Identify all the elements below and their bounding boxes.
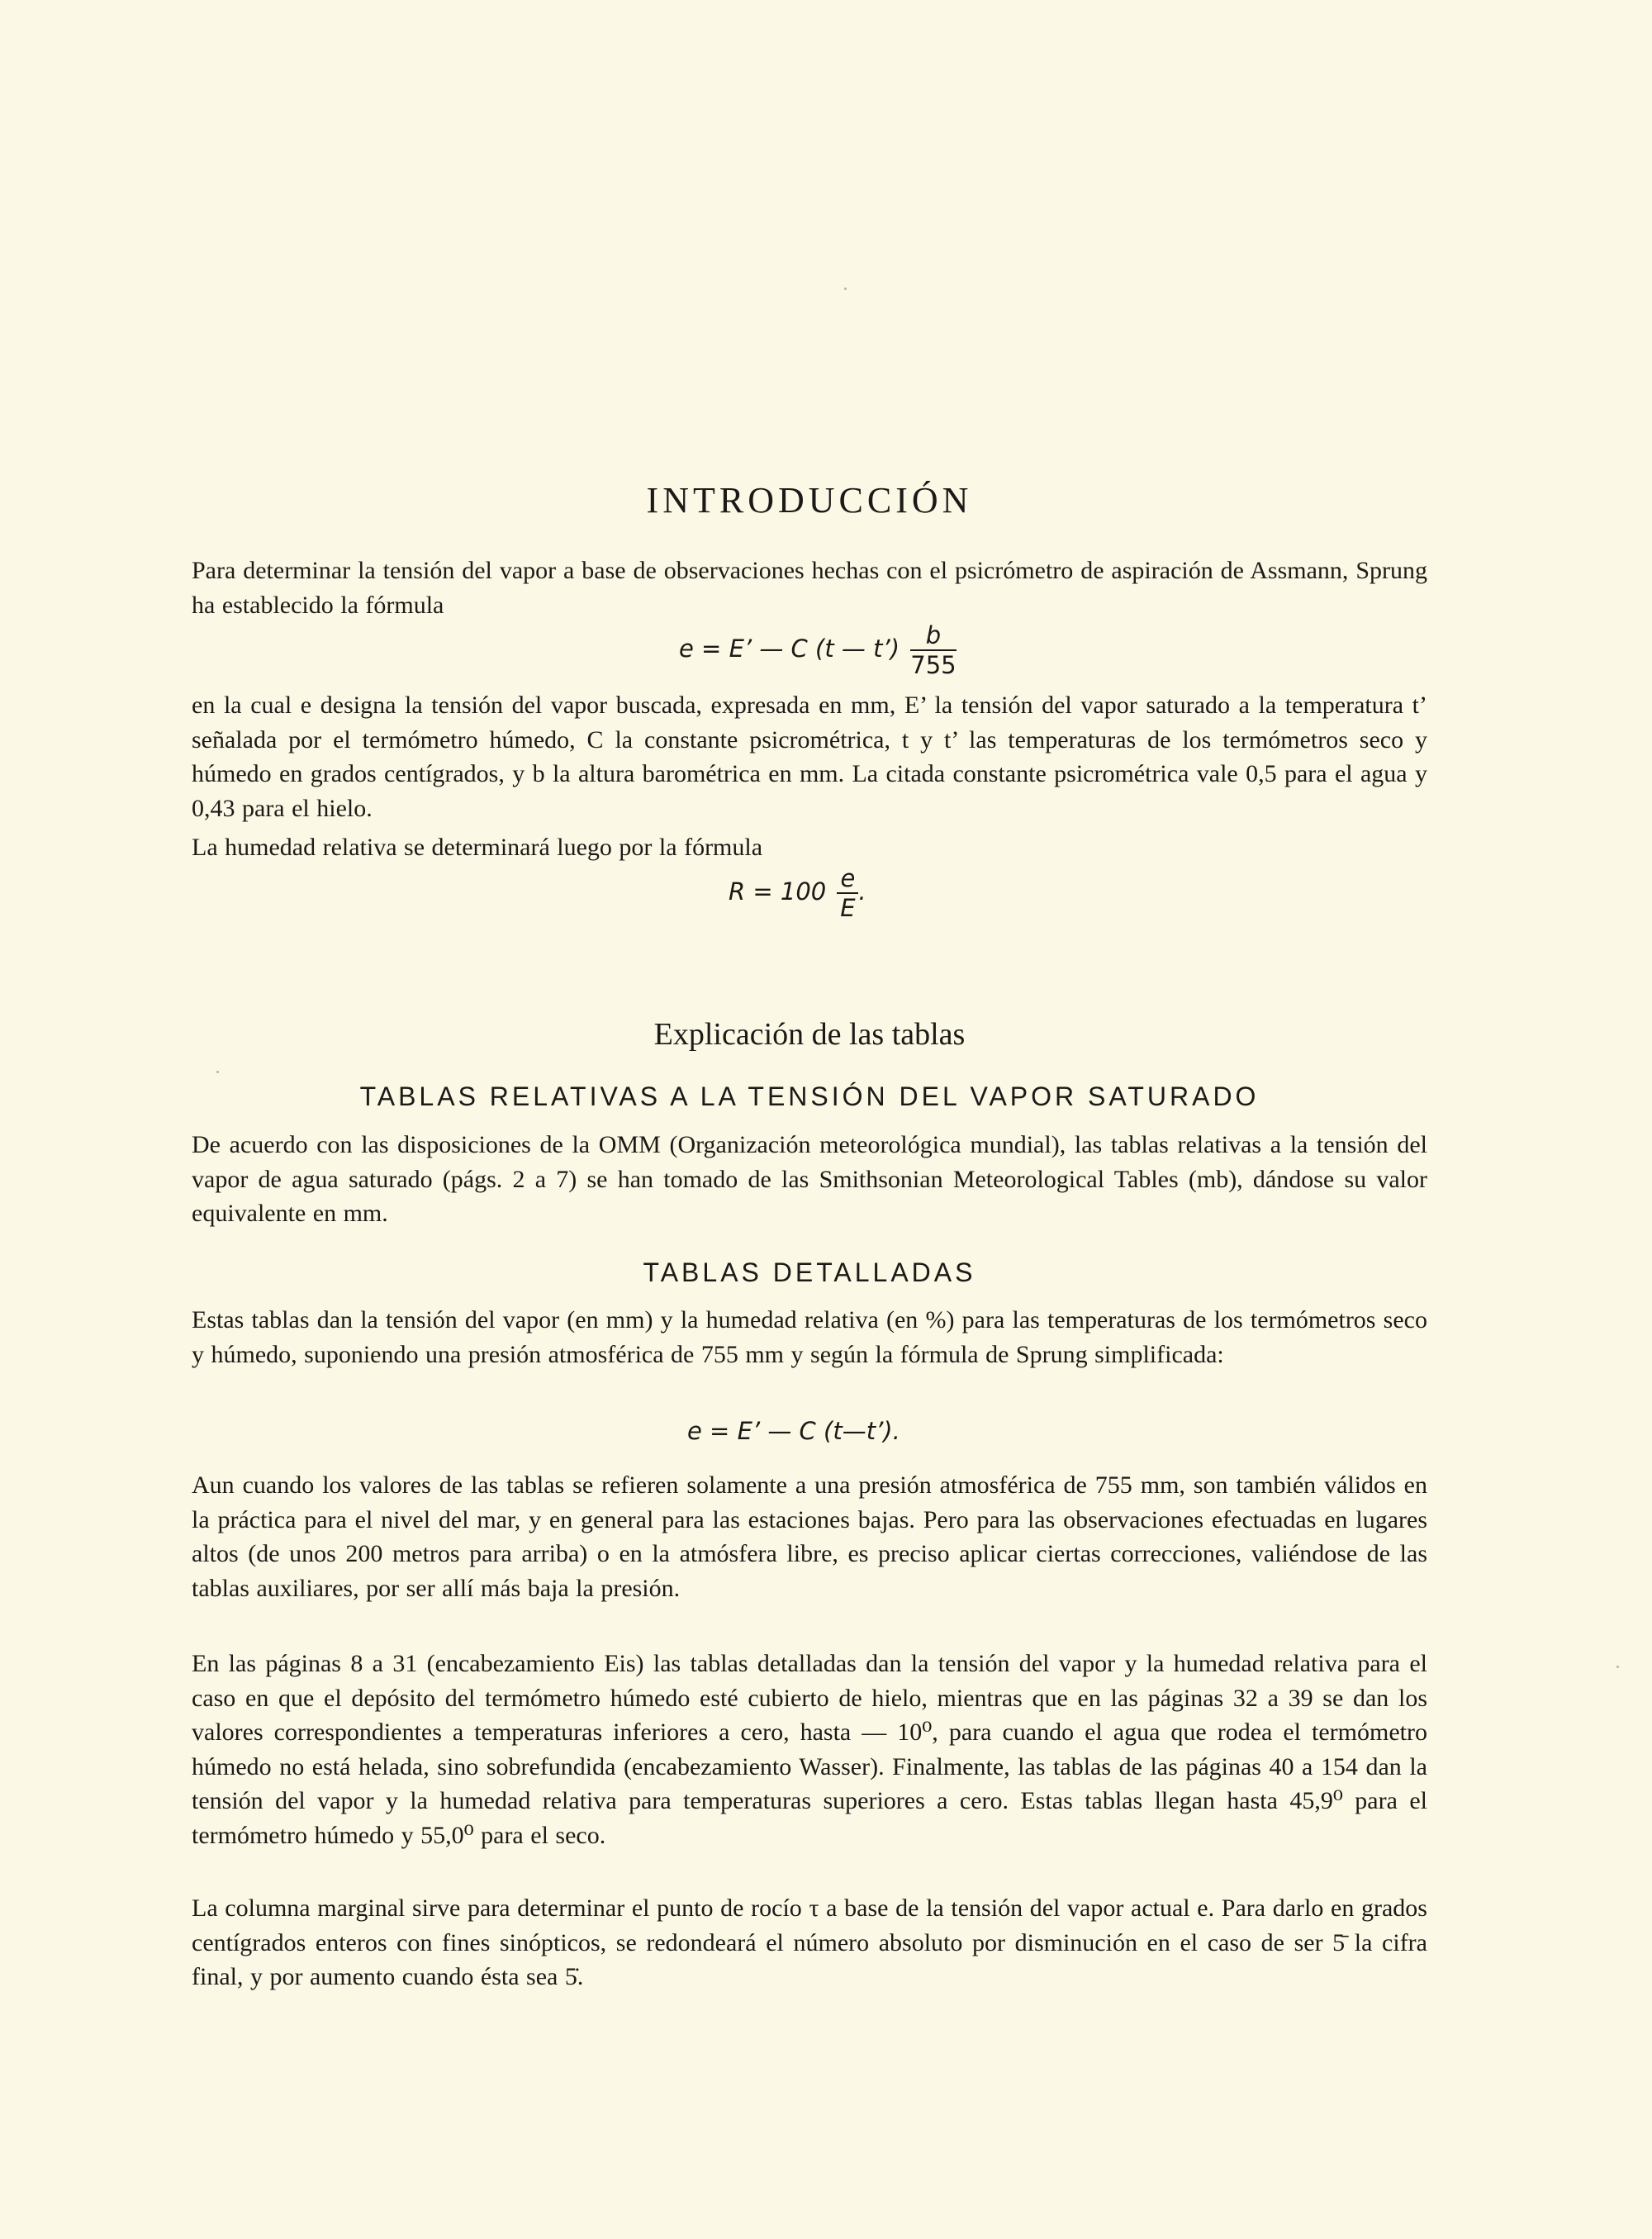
saturated-paragraph: De acuerdo con las disposiciones de la OMM (Organización meteorológica mundial), las tablas relativas a la tensión del vapor de agua saturado (págs. 2 a 7) se han tomado de las Smithsonian Meteorological Tables (mb), dándose su valor equivalente en mm. — [192, 1131, 1427, 1227]
detailed-paragraph-2: Aun cuando los valores de las tablas se refieren solamente a una presión atmosférica de 755 mm, son también válidos en la práctica para el nivel del mar, y en general para las estaciones bajas. Pero para las observaciones efectuadas en lugares altos (de unos 200 metros para arriba) o en la atmósfera libre, es preciso aplicar ciertas correcciones, valiéndose de las tablas auxiliares, por ser allí más baja la presión. — [192, 1471, 1427, 1602]
intro-paragraph-2: en la cual e designa la tensión del vapor buscada, expresada en mm, E’ la tensión del vapor saturado a la temperatura t’ señalada por el termómetro húmedo, C la constante psicrométrica, t y t’ las temperaturas de los termómetros seco y húmedo en grados centígrados, y b la altura barométrica en mm. La citada constante psicrométrica vale 0,5 para el agua y 0,43 para el hielo. — [192, 692, 1427, 822]
humidity-formula-denominator: E — [840, 894, 856, 922]
humidity-formula — [729, 864, 866, 922]
humidity-formula-main: R = 100 — [729, 877, 827, 906]
humidity-formula-numerator: e — [837, 864, 858, 894]
sprung-formula-main: e = E’ — C (t — t’) — [679, 635, 900, 663]
subsection-title-detailed: TABLAS DETALLADAS — [643, 1257, 976, 1287]
sprung-formula-numerator: b — [910, 621, 956, 651]
sprung-formula-fraction — [910, 621, 956, 679]
detailed-paragraph-3: En las páginas 8 a 31 (encabezamiento Eis) las tablas detalladas dan la tensión del vapor y la humedad relativa para el caso en que el depósito del termómetro húmedo esté cubierto de hielo, mientras que en las páginas 32 a 39 se dan los valores correspondientes a temperaturas inferiores a cero, hasta — 10⁰, para cuando el agua que rodea el termómetro húmedo no está helada, sino sobrefundida (encabezamiento Wasser). Finalmente, las tablas de las páginas 40 a 154 dan la tensión del vapor y la humedad relativa para temperaturas superiores a cero. Estas tablas llegan hasta 45,9⁰ para el termómetro húmedo y 55,0⁰ para el seco. — [192, 1650, 1427, 1849]
detailed-paragraph-4: La columna marginal sirve para determinar el punto de rocío τ a base de la tensión del vapor actual e. Para darlo en grados centígrados enteros con fines sinópticos, se redondeará el número absoluto por disminución en el caso de ser 5̄ la cifra final, y por aumento cuando ésta sea 5̇. — [192, 1894, 1427, 1990]
sprung-formula — [679, 621, 957, 679]
paper-speck — [1616, 1666, 1619, 1668]
paper-speck — [216, 1071, 219, 1073]
detailed-paragraph-1: Estas tablas dan la tensión del vapor (en mm) y la humedad relativa (en %) para las temperaturas de los termómetros seco y húmedo, suponiendo una presión atmosférica de 755 mm y según la fórmula de Sprung simplificada: — [192, 1306, 1427, 1368]
paper-speck — [844, 288, 847, 290]
humidity-formula-fraction — [837, 864, 858, 922]
page-title: INTRODUCCIÓN — [646, 480, 973, 521]
sprung-formula-denominator: 755 — [910, 651, 957, 679]
intro-paragraph-1: Para determinar la tensión del vapor a base de observaciones hechas con el psicrómetro de aspiración de Assmann, Sprung ha establecido la fórmula — [192, 557, 1427, 619]
section-title: Explicación de las tablas — [653, 1017, 966, 1052]
subsection-title-saturated: TABLAS RELATIVAS A LA TENSIÓN DEL VAPOR SATURADO — [359, 1081, 1260, 1111]
simplified-formula: e = E’ — C (t—t’). — [687, 1417, 900, 1445]
humidity-formula-end: . — [858, 877, 866, 906]
intro-paragraph-3: La humedad relativa se determinará luego por la fórmula — [192, 834, 763, 861]
